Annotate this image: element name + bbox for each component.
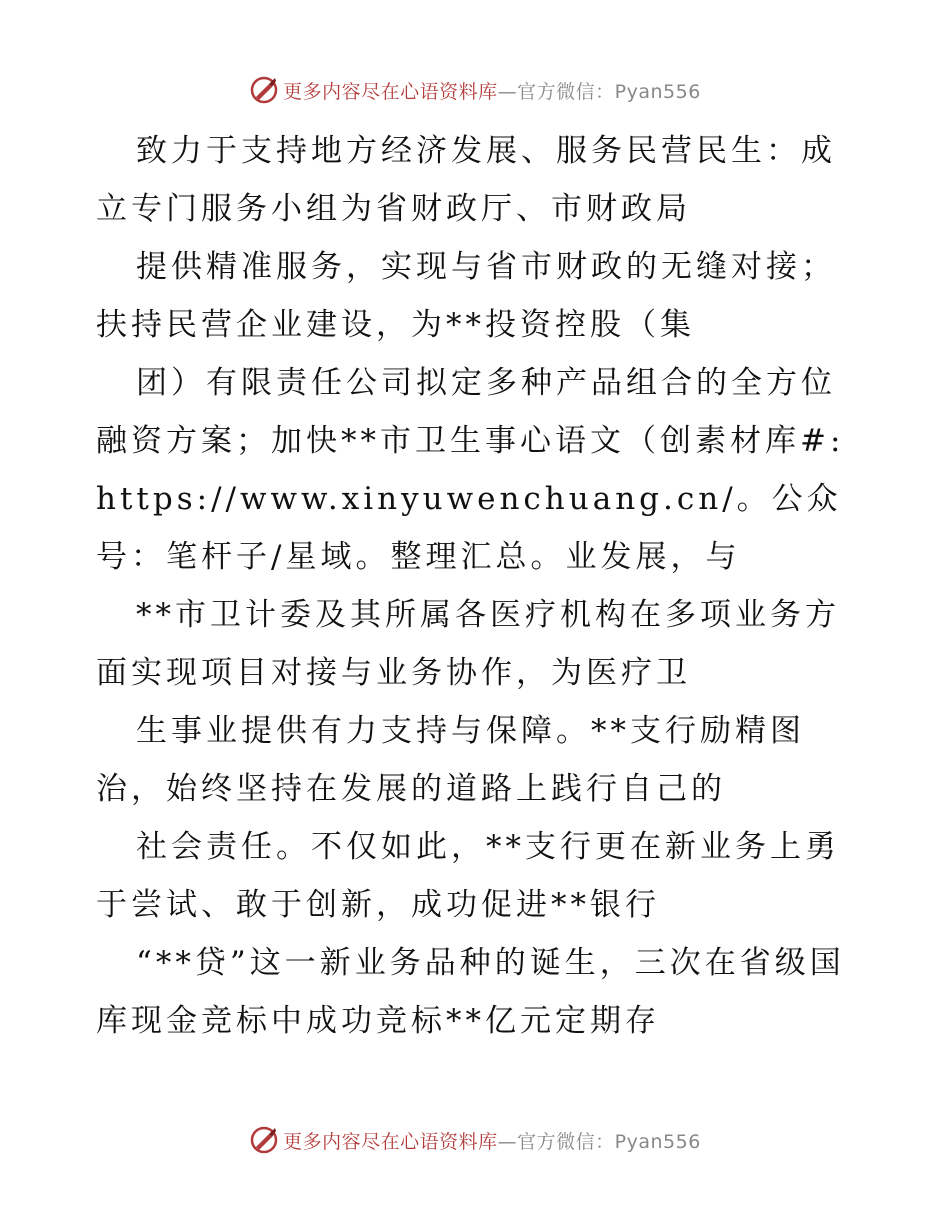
footer-wechat-text: 官方微信：Pyan556 <box>517 1130 701 1153</box>
footer-dash: — <box>497 1130 518 1153</box>
footer-banner-text <box>283 1127 701 1154</box>
quill-pen-logo-icon <box>249 75 279 105</box>
header-dash: — <box>497 80 518 103</box>
quill-pen-logo-icon <box>249 1125 279 1155</box>
header-banner <box>0 72 950 108</box>
document-body <box>96 122 856 1050</box>
paragraph: “**贷”这一新业务品种的诞生，三次在省级国库现金竞标中成功竞标**亿元定期存 <box>96 945 845 1039</box>
footer-banner <box>0 1122 950 1158</box>
paragraph: 提供精准服务，实现与省市财政的无缝对接；扶持民营企业建设，为**投资控股（集 <box>96 249 836 343</box>
paragraph: 生事业提供有力支持与保障。**支行励精图治，始终坚持在发展的道路上践行自己的 <box>96 713 805 807</box>
header-wechat-text: 官方微信：Pyan556 <box>517 80 701 103</box>
header-banner-text <box>283 77 701 104</box>
paragraph: 团）有限责任公司拟定多种产品组合的全方位融资方案；加快**市卫生事心语文（创素材库#:https://www.xinyuwenchuang.cn/。公众号：笔杆子/星域。整理汇总。业发展，与 <box>96 365 845 575</box>
paragraph: 致力于支持地方经济发展、服务民营民生：成立专门服务小组为省财政厅、市财政局 <box>96 133 836 227</box>
paragraph: **市卫计委及其所属各医疗机构在多项业务方面实现项目对接与业务协作，为医疗卫 <box>96 597 840 691</box>
footer-brand-text: 更多内容尽在心语资料库 <box>283 1130 498 1153</box>
paragraph: 社会责任。不仅如此，**支行更在新业务上勇于尝试、敢于创新，成功促进**银行 <box>96 829 840 923</box>
header-brand-text: 更多内容尽在心语资料库 <box>283 80 498 103</box>
